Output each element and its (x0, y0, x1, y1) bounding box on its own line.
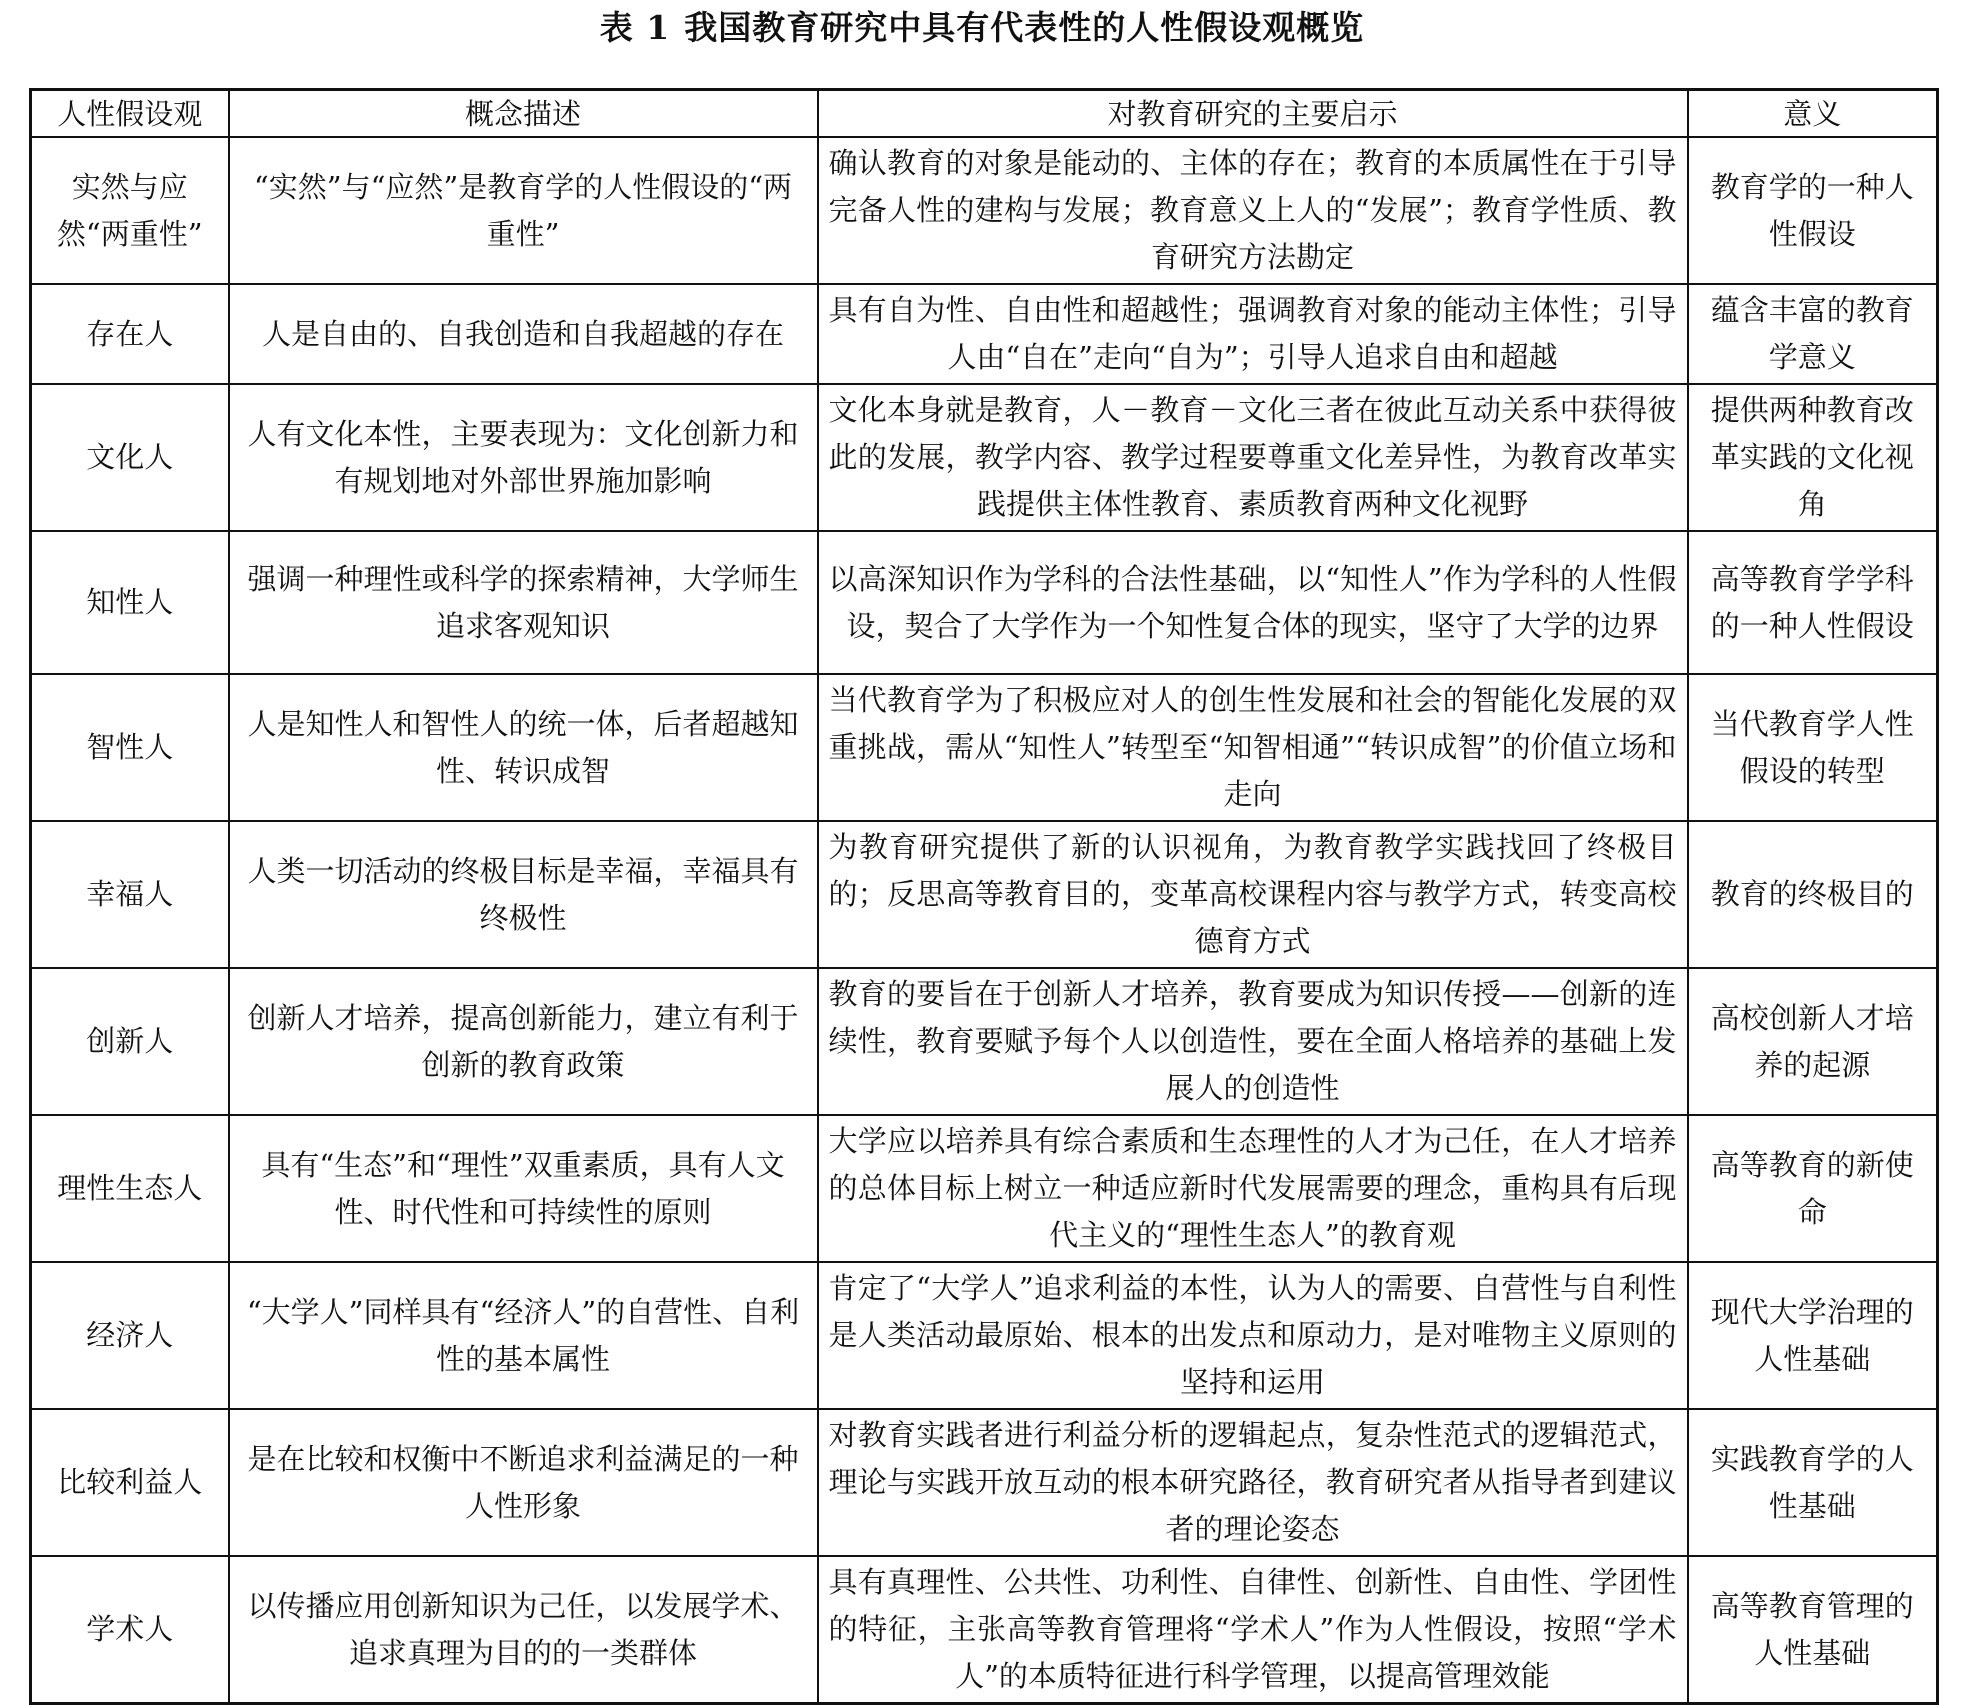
cell-hypothesis: 幸福人 (31, 821, 229, 968)
table-row (31, 384, 1938, 531)
table-number: 表 1 (599, 8, 671, 47)
cell-meaning: 高等教育学学科的一种人性假设 (1688, 531, 1938, 674)
cell-concept: 人是知性人和智性人的统一体，后者超越知性、转识成智 (229, 674, 818, 821)
cell-hypothesis: 经济人 (31, 1262, 229, 1409)
cell-hypothesis: 理性生态人 (31, 1115, 229, 1262)
header-hypothesis: 人性假设观 (31, 90, 229, 138)
cell-insight: 当代教育学为了积极应对人的创生性发展和社会的智能化发展的双重挑战，需从“知性人”转型至“知智相通”“转识成智”的价值立场和走向 (818, 674, 1688, 821)
cell-hypothesis: 比较利益人 (31, 1409, 229, 1556)
cell-meaning: 高校创新人才培养的起源 (1688, 968, 1938, 1115)
table-row (31, 968, 1938, 1115)
cell-hypothesis: 文化人 (31, 384, 229, 531)
cell-hypothesis: 智性人 (31, 674, 229, 821)
cell-concept: 人类一切活动的终极目标是幸福，幸福具有终极性 (229, 821, 818, 968)
cell-meaning: 提供两种教育改革实践的文化视角 (1688, 384, 1938, 531)
cell-meaning: 当代教育学人性假设的转型 (1688, 674, 1938, 821)
header-meaning: 意义 (1688, 90, 1938, 138)
table-row (31, 1262, 1938, 1409)
table-row (31, 674, 1938, 821)
cell-hypothesis: 存在人 (31, 284, 229, 384)
cell-insight: 对教育实践者进行利益分析的逻辑起点，复杂性范式的逻辑范式，理论与实践开放互动的根本研究路径，教育研究者从指导者到建议者的理论姿态 (818, 1409, 1688, 1556)
table-row (31, 821, 1938, 968)
cell-meaning: 高等教育管理的人性基础 (1688, 1556, 1938, 1704)
cell-meaning: 教育的终极目的 (1688, 821, 1938, 968)
cell-concept: 以传播应用创新知识为己任，以发展学术、追求真理为目的的一类群体 (229, 1556, 818, 1704)
table-row (31, 1409, 1938, 1556)
cell-hypothesis: 学术人 (31, 1556, 229, 1704)
cell-meaning: 教育学的一种人性假设 (1688, 137, 1938, 284)
cell-insight: 确认教育的对象是能动的、主体的存在；教育的本质属性在于引导完备人性的建构与发展；教育意义上人的“发展”；教育学性质、教育研究方法勘定 (818, 137, 1688, 284)
cell-insight: 为教育研究提供了新的认识视角，为教育教学实践找回了终极目的；反思高等教育目的，变革高校课程内容与教学方式，转变高校德育方式 (818, 821, 1688, 968)
cell-meaning: 高等教育的新使命 (1688, 1115, 1938, 1262)
cell-concept: 具有“生态”和“理性”双重素质，具有人文性、时代性和可持续性的原则 (229, 1115, 818, 1262)
cell-insight: 文化本身就是教育，人－教育－文化三者在彼此互动关系中获得彼此的发展，教学内容、教学过程要尊重文化差异性，为教育改革实践提供主体性教育、素质教育两种文化视野 (818, 384, 1688, 531)
table-row (31, 137, 1938, 284)
cell-meaning: 蕴含丰富的教育学意义 (1688, 284, 1938, 384)
cell-hypothesis: 知性人 (31, 531, 229, 674)
table-row (31, 531, 1938, 674)
table-title: 我国教育研究中具有代表性的人性假设观概览 (684, 8, 1365, 47)
cell-insight: 以高深知识作为学科的合法性基础，以“知性人”作为学科的人性假设，契合了大学作为一个知性复合体的现实，坚守了大学的边界 (818, 531, 1688, 674)
cell-concept: 人有文化本性，主要表现为：文化创新力和有规划地对外部世界施加影响 (229, 384, 818, 531)
cell-meaning: 实践教育学的人性基础 (1688, 1409, 1938, 1556)
cell-concept: “大学人”同样具有“经济人”的自营性、自利性的基本属性 (229, 1262, 818, 1409)
cell-insight: 肯定了“大学人”追求利益的本性，认为人的需要、自营性与自利性是人类活动最原始、根本的出发点和原动力，是对唯物主义原则的坚持和运用 (818, 1262, 1688, 1409)
header-insight: 对教育研究的主要启示 (818, 90, 1688, 138)
hypothesis-table (29, 88, 1939, 1705)
table-row (31, 1556, 1938, 1704)
cell-concept: 创新人才培养，提高创新能力，建立有利于创新的教育政策 (229, 968, 818, 1115)
cell-hypothesis: 创新人 (31, 968, 229, 1115)
table-row (31, 1115, 1938, 1262)
cell-concept: 强调一种理性或科学的探索精神，大学师生追求客观知识 (229, 531, 818, 674)
cell-concept: “实然”与“应然”是教育学的人性假设的“两重性” (229, 137, 818, 284)
header-row (31, 90, 1938, 138)
table-row (31, 284, 1938, 384)
cell-concept: 人是自由的、自我创造和自我超越的存在 (229, 284, 818, 384)
cell-insight: 具有真理性、公共性、功利性、自律性、创新性、自由性、学团性的特征，主张高等教育管理将“学术人”作为人性假设，按照“学术人”的本质特征进行科学管理，以提高管理效能 (818, 1556, 1688, 1704)
header-concept: 概念描述 (229, 90, 818, 138)
cell-concept: 是在比较和权衡中不断追求利益满足的一种人性形象 (229, 1409, 818, 1556)
cell-hypothesis: 实然与应然“两重性” (31, 137, 229, 284)
cell-insight: 具有自为性、自由性和超越性；强调教育对象的能动主体性；引导人由“自在”走向“自为”；引导人追求自由和超越 (818, 284, 1688, 384)
cell-meaning: 现代大学治理的人性基础 (1688, 1262, 1938, 1409)
cell-insight: 大学应以培养具有综合素质和生态理性的人才为己任，在人才培养的总体目标上树立一种适应新时代发展需要的理念，重构具有后现代主义的“理性生态人”的教育观 (818, 1115, 1688, 1262)
cell-insight: 教育的要旨在于创新人才培养，教育要成为知识传授——创新的连续性，教育要赋予每个人以创造性，要在全面人格培养的基础上发展人的创造性 (818, 968, 1688, 1115)
table-caption (0, 4, 1964, 52)
